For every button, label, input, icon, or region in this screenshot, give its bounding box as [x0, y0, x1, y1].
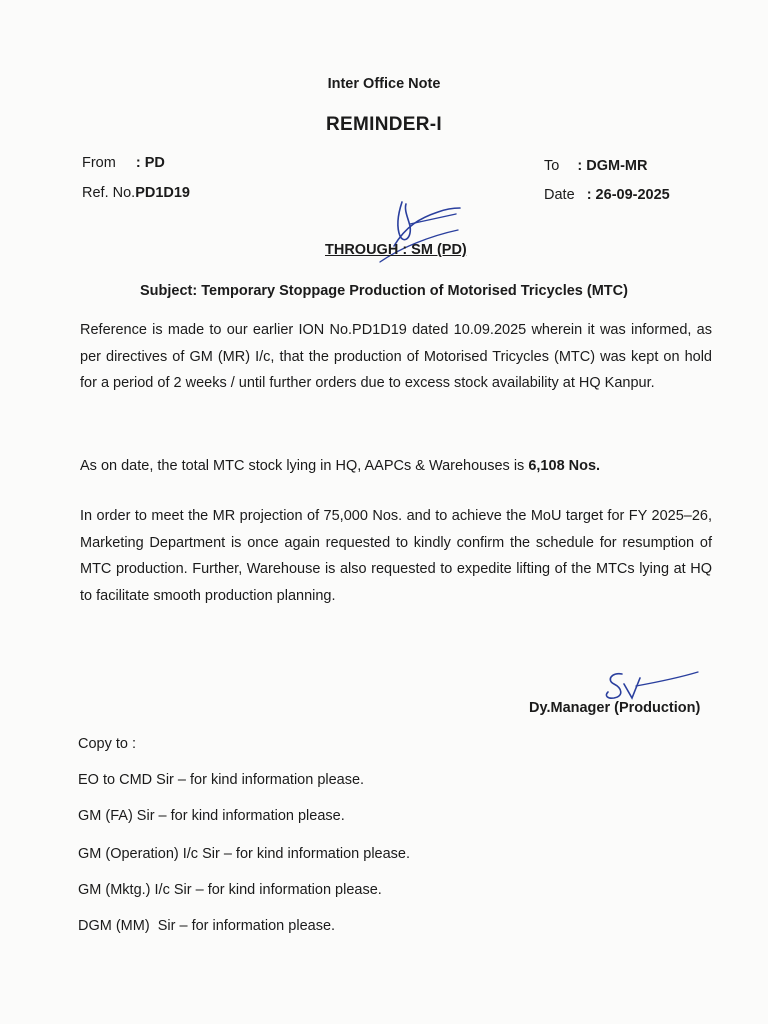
through-line: THROUGH : SM (PD): [325, 242, 467, 258]
body-paragraph-2: [80, 453, 712, 480]
body-paragraph-1: Reference is made to our earlier ION No.PD1D19 dated 10.09.2025 wherein it was informed, as per directives of GM (MR) I/c, that the production of Motorised Tricycles (MTC) was kept on hold for a period of 2 weeks / until further orders due to excess stock availability at HQ Kanpur.: [80, 322, 712, 391]
to-row: [544, 158, 647, 174]
date-value: : 26-09-2025: [586, 187, 670, 203]
copy-recipient: DGM (MM) Sir – for information please.: [78, 918, 336, 934]
document-title: REMINDER-I: [326, 114, 442, 135]
date-row: [544, 187, 670, 203]
copy-recipient: GM (Mktg.) I/c Sir – for kind information please.: [78, 882, 382, 898]
copy-recipient: GM (FA) Sir – for kind information please.: [78, 808, 345, 824]
to-label: To: [544, 158, 560, 174]
ref-value: PD1D19: [135, 185, 190, 201]
stock-statement: As on date, the total MTC stock lying in HQ, AAPCs & Warehouses is: [80, 458, 529, 474]
from-value: : PD: [135, 155, 165, 171]
from-label: From: [82, 155, 116, 171]
signatory-designation: Dy.Manager (Production): [529, 700, 701, 716]
from-row: [82, 155, 165, 171]
body-paragraph-3: In order to meet the MR projection of 75,000 Nos. and to achieve the MoU target for FY 2025–26, Marketing Department is once again requested to kindly confirm the schedule for resumption of MTC production. Further, Warehouse is also requested to expedite lifting of the MTCs lying at HQ to facilitate smooth production planning.: [80, 508, 712, 604]
copy-recipient: GM (Operation) I/c Sir – for kind information please.: [78, 846, 411, 862]
copy-to-heading: Copy to :: [78, 736, 137, 752]
ref-label: Ref. No.: [82, 185, 136, 201]
copy-recipient: EO to CMD Sir – for kind information please.: [78, 772, 365, 788]
note-type: Inter Office Note: [327, 76, 441, 92]
stock-quantity: 6,108 Nos.: [528, 458, 601, 474]
ref-row: [82, 185, 190, 201]
to-value: : DGM-MR: [577, 158, 648, 174]
subject-line: Subject: Temporary Stoppage Production of Motorised Tricycles (MTC): [140, 283, 628, 299]
date-label: Date: [544, 187, 575, 203]
